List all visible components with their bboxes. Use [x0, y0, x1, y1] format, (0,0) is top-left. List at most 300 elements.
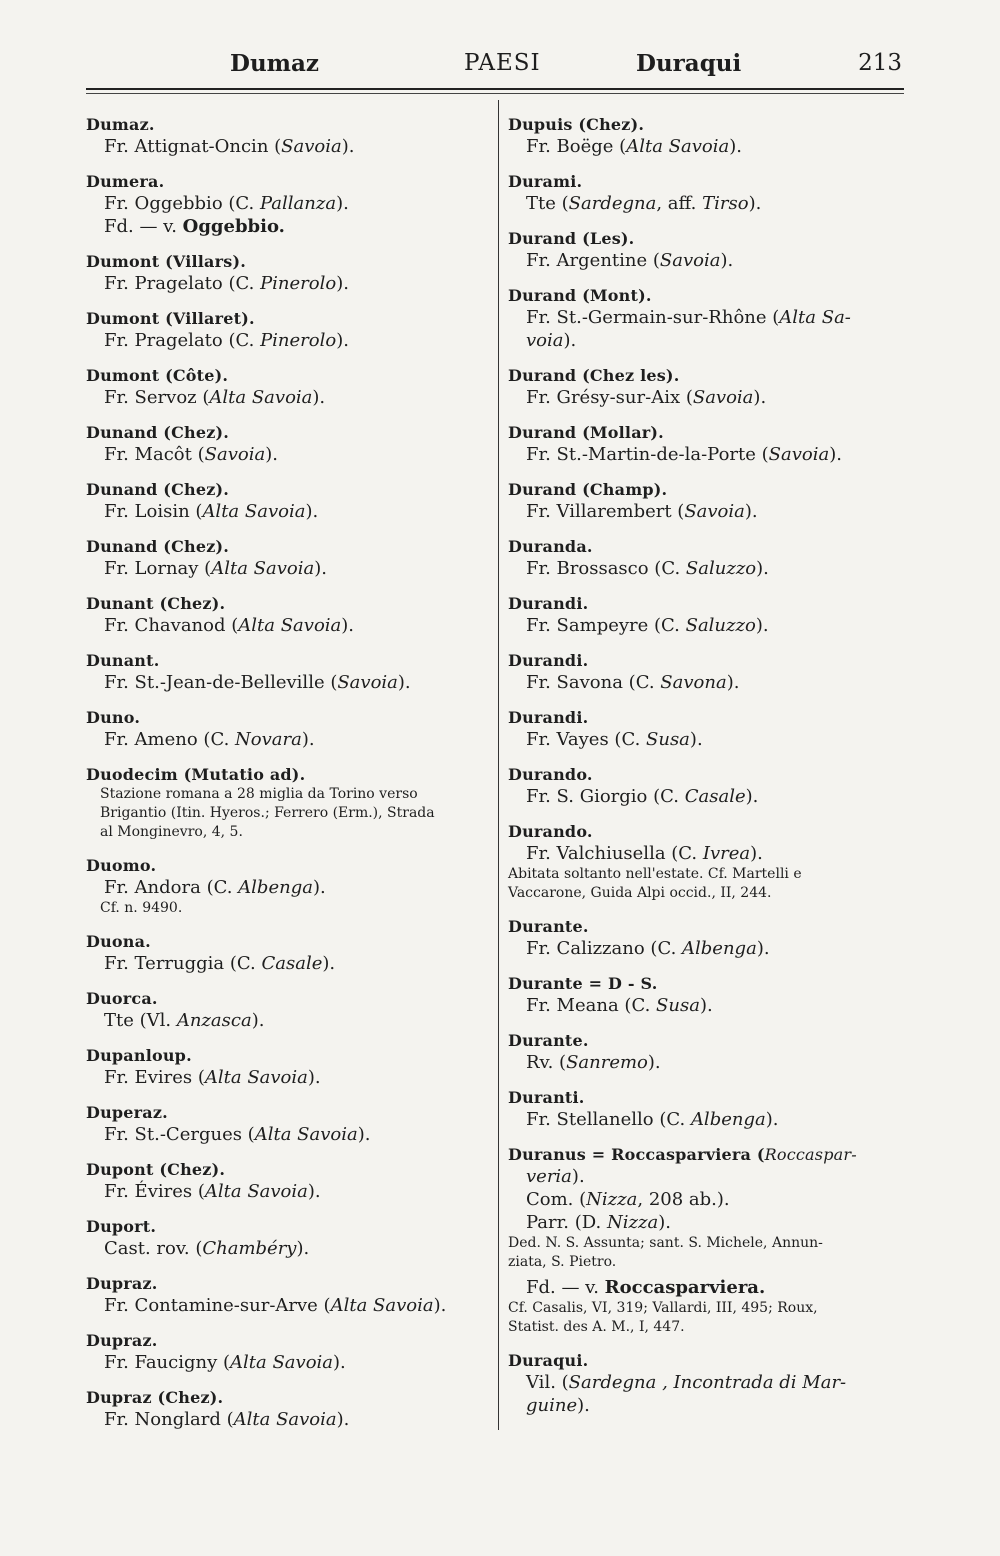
place-italic: Chambéry: [202, 1238, 297, 1259]
place-italic: Ivrea: [702, 843, 751, 864]
line-text: ).: [341, 615, 355, 636]
headword-text: Durante.: [508, 1031, 589, 1050]
page-header: [86, 44, 904, 84]
headword: [86, 1103, 491, 1123]
entry: [86, 366, 491, 409]
line-text: Fr. Nonglard (: [104, 1409, 234, 1430]
line-text: Fr. S. Giorgio (C.: [526, 786, 685, 807]
headword-text: Dumaz.: [86, 115, 155, 134]
place-italic: Novara: [235, 729, 302, 750]
headword-text: Duranus = Roccasparviera (: [508, 1145, 765, 1164]
entry: [86, 1103, 491, 1146]
header-rule-thin: [86, 93, 904, 94]
entry-line: [508, 1371, 910, 1394]
entry: [86, 252, 491, 295]
entry: [508, 1351, 910, 1417]
entry: [508, 651, 910, 694]
entry: [86, 1388, 491, 1431]
line-text: Fr. Évires (: [104, 1181, 205, 1202]
headword-text: Duperaz.: [86, 1103, 168, 1122]
line-text: ).: [577, 1395, 590, 1416]
place-italic: Alta Savoia: [209, 387, 313, 408]
entry: [508, 765, 910, 808]
note-line: Abitata soltanto nell'estate. Cf. Martelli e: [508, 866, 802, 882]
headword: [508, 1088, 910, 1108]
entry: [508, 594, 910, 637]
line-text: ).: [333, 1352, 346, 1373]
running-head-left: Dumaz: [230, 50, 319, 77]
note-line: Cf. Casalis, VI, 319; Vallardi, III, 495; Roux,: [508, 1300, 818, 1316]
entry: [508, 172, 910, 215]
place-italic: voia: [526, 330, 564, 351]
headword-text: Durami.: [508, 172, 583, 191]
line-text: ).: [744, 501, 758, 522]
place-italic: Pallanza: [259, 193, 337, 214]
line-text: Fr. Servoz (: [104, 387, 210, 408]
place-italic: Alta Savoia: [330, 1295, 434, 1316]
line-text: ).: [307, 1067, 321, 1088]
entry-line: [86, 671, 491, 694]
place-italic: Savoia: [204, 444, 266, 465]
place-italic: Savoia: [692, 387, 754, 408]
place-italic: Nizza: [586, 1189, 638, 1210]
headword-text: Durante = D - S.: [508, 974, 658, 993]
entry-line: [508, 500, 910, 523]
entry-line: [86, 557, 491, 580]
entry: [86, 1274, 491, 1317]
entry: [508, 423, 910, 466]
entry: [508, 917, 910, 960]
entry-line: [508, 329, 910, 352]
line-text: ).: [748, 193, 762, 214]
entry-line: [86, 614, 491, 637]
line-text: Fd. — v.: [526, 1277, 605, 1298]
line-text: Fr. Valchiusella (C.: [526, 843, 703, 864]
line-text: ).: [658, 1212, 671, 1233]
entry: [86, 651, 491, 694]
entry: [508, 115, 910, 158]
headword-text: Dunant (Chez).: [86, 594, 226, 613]
entry-line: [86, 1009, 491, 1032]
headword-text: Durand (Les).: [508, 229, 635, 248]
headword-text: Dunand (Chez).: [86, 423, 230, 442]
headword-text: Duranda.: [508, 537, 593, 556]
place-italic: Sardegna , Incontrada di Mar-: [568, 1372, 847, 1393]
entry: [508, 1031, 910, 1074]
place-italic: Alta Savoia: [211, 558, 315, 579]
headword: [86, 423, 491, 443]
place-italic: veria: [526, 1166, 572, 1187]
line-text: ).: [563, 330, 577, 351]
place-italic: Alta Savoia: [204, 1181, 308, 1202]
note-line: Statist. des A. M., I, 447.: [508, 1319, 685, 1335]
headword-text: Dupont (Chez).: [86, 1160, 226, 1179]
line-text: ).: [720, 250, 734, 271]
headword: [86, 366, 491, 386]
line-text: ).: [312, 877, 326, 898]
entry-line: [86, 876, 491, 899]
headword-text: Dunand (Chez).: [86, 480, 230, 499]
entry: [86, 172, 491, 238]
line-text: ).: [745, 786, 759, 807]
entry-line: [508, 443, 910, 466]
place-italic: Saluzzo: [685, 615, 756, 636]
entry: [508, 708, 910, 751]
place-italic: Pinerolo: [260, 273, 337, 294]
line-text: Fr. Faucigny (: [104, 1352, 231, 1373]
headword: [86, 651, 491, 671]
cross-ref: Roccasparviera.: [604, 1277, 766, 1298]
entry: [508, 286, 910, 352]
line-text: ).: [336, 273, 349, 294]
headword: [508, 1145, 910, 1165]
place-italic: Casale: [684, 786, 746, 807]
entry: [508, 366, 910, 409]
line-text: Fr. St.-Germain-sur-Rhône (: [526, 307, 780, 328]
headword-text: Dunand (Chez).: [86, 537, 230, 556]
line-text: Fr. Macôt (: [104, 444, 205, 465]
note-line: ziata, S. Pietro.: [508, 1254, 617, 1270]
place-italic: Savona: [660, 672, 727, 693]
place-italic: Savoia: [337, 672, 398, 693]
line-text: ).: [336, 330, 349, 351]
line-text: Fr. Terruggia (C.: [104, 953, 262, 974]
entry-line: [508, 249, 910, 272]
headword: [86, 1331, 491, 1351]
headword: [508, 229, 910, 249]
line-text: ).: [251, 1010, 265, 1031]
entry-line: [508, 1276, 910, 1299]
entry-line: [508, 557, 910, 580]
headword: [86, 309, 491, 329]
line-text: ).: [305, 501, 319, 522]
entry-line: [508, 728, 910, 751]
line-text: ).: [726, 672, 740, 693]
entry: [86, 932, 491, 975]
line-text: Fr. Meana (C.: [526, 995, 657, 1016]
entry-line: [508, 1108, 910, 1131]
headword-text: Dupraz (Chez).: [86, 1388, 224, 1407]
line-text: Tte (Vl.: [104, 1010, 177, 1031]
place-italic: Savoia: [768, 444, 830, 465]
place-italic: Albenga: [682, 938, 757, 959]
entry: [86, 537, 491, 580]
line-text: Fr. Savona (C.: [526, 672, 661, 693]
headword: [508, 917, 910, 937]
line-text: Fr. St.-Cergues (: [104, 1124, 255, 1145]
headword-text: Dupraz.: [86, 1331, 158, 1350]
line-text: Fr. Evires (: [104, 1067, 205, 1088]
entry: [86, 765, 491, 842]
line-text: ).: [829, 444, 842, 465]
headword-text: Durand (Chez les).: [508, 366, 680, 385]
entry-line: [508, 1051, 910, 1074]
headword: [86, 115, 491, 135]
entry: [508, 974, 910, 1017]
line-text: ).: [314, 558, 327, 579]
headword-text: Durando.: [508, 822, 593, 841]
headword: [508, 651, 910, 671]
line-text: Vil. (: [526, 1372, 569, 1393]
headword-text: Duorca.: [86, 989, 158, 1008]
headword: [86, 480, 491, 500]
headword-text: Dumont (Villaret).: [86, 309, 255, 328]
header-rule-thick: [86, 88, 904, 90]
line-text: Parr. (D.: [526, 1212, 607, 1233]
headword-text: Dunant.: [86, 651, 160, 670]
headword-text: Durante.: [508, 917, 589, 936]
place-italic: Susa: [656, 995, 700, 1016]
headword-text: Duodecim (Mutatio ad).: [86, 765, 306, 784]
headword: [86, 594, 491, 614]
line-text: , aff.: [656, 193, 703, 214]
headword: [508, 537, 910, 557]
entry-line: [86, 1180, 491, 1203]
place-italic: Savoia: [659, 250, 721, 271]
line-text: ).: [756, 558, 769, 579]
note-line: Vaccarone, Guida Alpi occid., II, 244.: [508, 885, 772, 901]
entry: [508, 480, 910, 523]
cross-ref: Oggebbio.: [182, 216, 285, 237]
note-line: Brigantio (Itin. Hyeros.; Ferrero (Erm.), Strada: [100, 805, 435, 821]
line-text: ).: [765, 1109, 779, 1130]
line-text: Fr. St.-Jean-de-Belleville (: [104, 672, 338, 693]
headword-text: Durandi.: [508, 651, 589, 670]
entry-line: [508, 614, 910, 637]
line-text: ).: [433, 1295, 447, 1316]
entry-line: [508, 135, 910, 158]
entry: [86, 989, 491, 1032]
headword-text: Durand (Mollar).: [508, 423, 664, 442]
headword-text: Duno.: [86, 708, 141, 727]
headword-text: Durand (Champ).: [508, 480, 668, 499]
line-text: ).: [341, 136, 355, 157]
place-italic: Alta Savoia: [230, 1352, 334, 1373]
entry: [508, 1145, 910, 1337]
headword-text: Dumont (Villars).: [86, 252, 246, 271]
line-text: Fr. Pragelato (C.: [104, 330, 261, 351]
entry-line: [508, 386, 910, 409]
line-text: Fr. Pragelato (C.: [104, 273, 261, 294]
headword: [508, 286, 910, 306]
place-italic: Anzasca: [176, 1010, 252, 1031]
headword: [508, 1031, 910, 1051]
line-text: ).: [571, 1166, 585, 1187]
entry: [508, 229, 910, 272]
headword: [86, 989, 491, 1009]
line-text: Fr. Grésy-sur-Aix (: [526, 387, 693, 408]
place-italic: Sardegna: [568, 193, 657, 214]
line-text: ).: [336, 193, 349, 214]
headword: [508, 115, 910, 135]
headword-text: Dumera.: [86, 172, 165, 191]
line-text: ).: [729, 136, 742, 157]
headword: [86, 1388, 491, 1408]
line-text: ).: [397, 672, 411, 693]
place-italic: Tirso: [702, 193, 749, 214]
entry-line: [508, 671, 910, 694]
entry: [508, 537, 910, 580]
entry-line: [86, 1408, 491, 1431]
page-number: 213: [858, 50, 902, 76]
headword: [508, 974, 910, 994]
line-text: Cast. rov. (: [104, 1238, 203, 1259]
running-head-right: Duraqui: [636, 50, 742, 77]
entry: [86, 1217, 491, 1260]
line-text: ).: [647, 1052, 661, 1073]
running-head-center: PAESI: [464, 50, 541, 76]
place-italic: Alta Savoia: [233, 1409, 337, 1430]
line-text: Fd. — v.: [104, 216, 183, 237]
headword-text: Durand (Mont).: [508, 286, 652, 305]
entry: [86, 480, 491, 523]
headword: [508, 708, 910, 728]
entry-line: [86, 500, 491, 523]
headword: [86, 172, 491, 192]
place-italic: Alta Savoia: [202, 501, 306, 522]
place-italic: Savoia: [684, 501, 745, 522]
entry-line: [86, 215, 491, 238]
line-text: Fr. Boëge (: [526, 136, 627, 157]
line-text: Fr. Andora (C.: [104, 877, 239, 898]
entry-line: [86, 1123, 491, 1146]
line-text: ).: [756, 938, 770, 959]
headword-text: Durando.: [508, 765, 593, 784]
headword: [86, 1046, 491, 1066]
place-italic: Alta Savoia: [204, 1067, 308, 1088]
entry: [86, 594, 491, 637]
place-italic: Pinerolo: [260, 330, 337, 351]
line-text: ).: [301, 729, 315, 750]
line-text: Fr. Vayes (C.: [526, 729, 647, 750]
line-text: ).: [296, 1238, 310, 1259]
right-column: [508, 115, 910, 1431]
note-line: Stazione romana a 28 miglia da Torino verso: [100, 786, 418, 802]
line-text: ).: [336, 1409, 350, 1430]
place-italic: Savoia: [281, 136, 342, 157]
headword: [508, 423, 910, 443]
line-text: Fr. Loisin (: [104, 501, 203, 522]
line-text: Fr. Ameno (C.: [104, 729, 236, 750]
line-text: ).: [699, 995, 713, 1016]
line-text: ).: [307, 1181, 321, 1202]
line-text: Fr. Villarembert (: [526, 501, 685, 522]
line-text: Rv. (: [526, 1052, 567, 1073]
headword: [508, 1351, 910, 1371]
entry-line: [86, 329, 491, 352]
headword-text: Duranti.: [508, 1088, 585, 1107]
headword: [508, 594, 910, 614]
place-italic: Albenga: [690, 1109, 766, 1130]
note-line: al Monginevro, 4, 5.: [100, 824, 243, 840]
entry: [508, 1088, 910, 1131]
line-text: Fr. Attignat-Oncin (: [104, 136, 282, 157]
entry-line: [508, 785, 910, 808]
entry: [86, 115, 491, 158]
line-text: Fr. Chavanod (: [104, 615, 239, 636]
column-divider: [498, 100, 499, 1430]
headword: [86, 252, 491, 272]
line-text: ).: [265, 444, 278, 465]
entry-line: [86, 135, 491, 158]
place-italic: Saluzzo: [685, 558, 757, 579]
entry-line: [86, 952, 491, 975]
headword-text: Dupanloup.: [86, 1046, 192, 1065]
line-text: Fr. Lornay (: [104, 558, 212, 579]
note-line: Cf. n. 9490.: [100, 900, 183, 916]
headword-text: Durandi.: [508, 708, 589, 727]
headword-text: Dupraz.: [86, 1274, 158, 1293]
line-text: Fr. Contamine-sur-Arve (: [104, 1295, 331, 1316]
headword: [86, 932, 491, 952]
left-column: [86, 115, 491, 1445]
entry-line: [508, 937, 910, 960]
entry: [86, 1160, 491, 1203]
line-text: Fr. Stellanello (C.: [526, 1109, 691, 1130]
place-italic: Albenga: [238, 877, 313, 898]
entry-line: [86, 1237, 491, 1260]
headword: [508, 765, 910, 785]
entry-line: [508, 1165, 910, 1188]
entry: [86, 1331, 491, 1374]
note-line: Ded. N. S. Assunta; sant. S. Michele, Annun-: [508, 1235, 823, 1251]
headword: [86, 708, 491, 728]
headword-text: Duraqui.: [508, 1351, 589, 1370]
entry: [86, 309, 491, 352]
headword: [86, 1217, 491, 1237]
place-italic: Alta Savoia: [238, 615, 342, 636]
entry: [86, 708, 491, 751]
headword: [508, 822, 910, 842]
entry-line: [508, 1188, 910, 1211]
line-text: ).: [750, 843, 763, 864]
headword-text: Duona.: [86, 932, 151, 951]
entry-line: [86, 1294, 491, 1317]
place-italic: Alta Savoia: [254, 1124, 358, 1145]
place-italic: Sanremo: [566, 1052, 648, 1073]
entry-line: [508, 1211, 910, 1234]
place-italic: Susa: [646, 729, 690, 750]
headword: [508, 480, 910, 500]
headword: [86, 1274, 491, 1294]
entry-line: [86, 386, 491, 409]
line-text: Fr. Calizzano (C.: [526, 938, 683, 959]
entry-line: [86, 443, 491, 466]
line-text: Tte (: [526, 193, 569, 214]
headword: [86, 1160, 491, 1180]
line-text: , 208 ab.).: [637, 1189, 730, 1210]
line-text: Com. (: [526, 1189, 587, 1210]
headword: [508, 366, 910, 386]
headword: [508, 172, 910, 192]
entry-line: [86, 1351, 491, 1374]
entry-line: [508, 1394, 910, 1417]
entry-line: [508, 192, 910, 215]
entry-line: [508, 306, 910, 329]
line-text: ).: [689, 729, 703, 750]
entry: [86, 856, 491, 918]
line-text: Fr. Argentine (: [526, 250, 660, 271]
headword: [86, 537, 491, 557]
line-text: Fr. Oggebbio (C.: [104, 193, 260, 214]
line-text: Fr. Sampeyre (C.: [526, 615, 686, 636]
place-italic: Alta Savoia: [626, 136, 730, 157]
entry-line: [86, 192, 491, 215]
line-text: ).: [357, 1124, 371, 1145]
entry: [508, 822, 910, 903]
line-text: ).: [322, 953, 336, 974]
place-italic: Nizza: [606, 1212, 659, 1233]
